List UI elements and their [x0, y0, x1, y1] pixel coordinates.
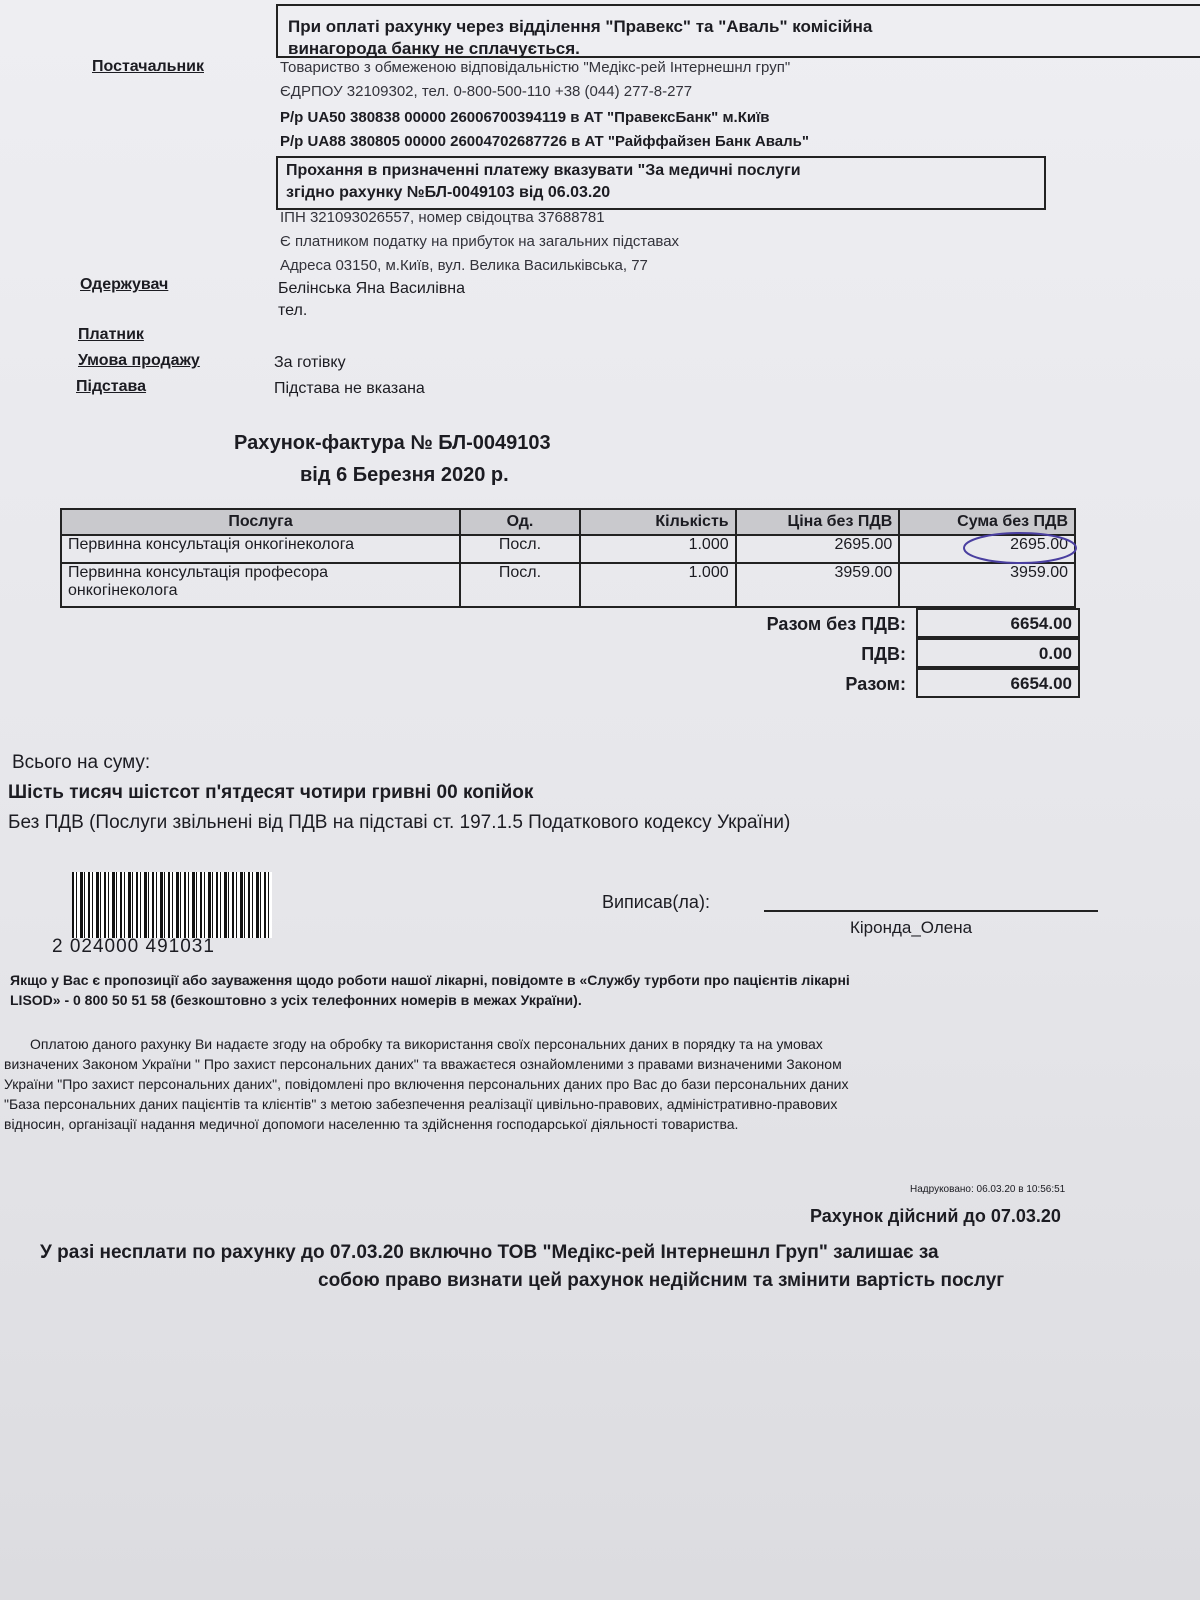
- amount-in-words: Шість тисяч шістсот п'ятдесят чотири гривні 00 копійок: [8, 782, 534, 803]
- cell-service-line-2: онкогінеколога: [68, 582, 178, 599]
- cell-price: 2695.00: [736, 535, 900, 563]
- signature-label: Виписав(ла):: [602, 892, 710, 912]
- total-label: Разом:: [845, 674, 906, 694]
- header-service: Послуга: [61, 509, 460, 535]
- table-header-row: [61, 509, 1075, 535]
- signature-name: Кіронда_Олена: [850, 918, 973, 937]
- services-table: [60, 508, 1076, 608]
- consent-line-5: відносин, організації надання медичної допомоги населенню та здійснення господарської діяльності товариства.: [4, 1116, 739, 1132]
- supplier-account-1: Р/р UA50 380838 00000 26006700394119 в АТ "ПравексБанк" м.Київ: [280, 109, 770, 126]
- payer-label: Платник: [78, 326, 144, 343]
- recipient-label: Одержувач: [80, 276, 169, 293]
- table-row: [61, 535, 1075, 563]
- barcode-number: 2 024000 491031: [52, 936, 215, 957]
- cell-service: Первинна консультація онкогінеколога: [61, 535, 460, 563]
- cell-price: 3959.00: [736, 563, 900, 607]
- consent-line-2: визначених Законом України " Про захист персональних даних" та вважаєтеся ознайомленими з правами визначеними Законом: [4, 1056, 842, 1072]
- vat-label: ПДВ:: [861, 644, 906, 664]
- bank-commission-notice: [276, 4, 1200, 58]
- notice-line-2: винагорода банку не сплачується.: [288, 39, 580, 58]
- invoice-date: від 6 Березня 2020 р.: [300, 464, 509, 486]
- nonpayment-warning-line-1: У разі несплати по рахунку до 07.03.20 включно ТОВ "Медікс-рей Інтернешнл Груп" залишає за: [40, 1242, 939, 1263]
- cell-quantity: 1.000: [580, 563, 736, 607]
- supplier-address: Адреса 03150, м.Київ, вул. Велика Васильківська, 77: [280, 257, 648, 274]
- feedback-line-2: LISOD» - 0 800 50 51 58 (безкоштовно з усіх телефонних номерів в межах України).: [10, 992, 582, 1008]
- supplier-account-2: Р/р UA88 380805 00000 26004702687726 в АТ "Райффайзен Банк Аваль": [280, 133, 809, 150]
- cell-sum: 3959.00: [899, 563, 1075, 607]
- basis-label: Підстава: [76, 378, 147, 395]
- cell-service: [61, 563, 460, 607]
- sale-terms-label: Умова продажу: [78, 352, 200, 369]
- total-value: 6654.00: [916, 668, 1080, 698]
- header-unit: Од.: [460, 509, 580, 535]
- consent-line-3: України "Про захист персональних даних", повідомлені про включення персональних даних про Вас до бази персональних даних: [4, 1076, 849, 1092]
- vat-value: 0.00: [916, 638, 1080, 668]
- basis-value: Підстава не вказана: [274, 380, 425, 397]
- consent-line-1: Оплатою даного рахунку Ви надаєте згоду на обробку та використання своїх персональних даних в порядку та на умовах: [30, 1036, 823, 1052]
- cell-quantity: 1.000: [580, 535, 736, 563]
- printed-timestamp: Надруковано: 06.03.20 в 10:56:51: [910, 1184, 1066, 1195]
- nonpayment-warning-line-2: собою право визнати цей рахунок недійсним та змінити вартість послуг: [318, 1270, 1005, 1291]
- supplier-label: Постачальник: [92, 58, 204, 75]
- sale-terms-value: За готівку: [274, 354, 346, 371]
- subtotal-label: Разом без ПДВ:: [766, 614, 906, 634]
- cell-unit: Посл.: [460, 563, 580, 607]
- header-quantity: Кількість: [580, 509, 736, 535]
- signature-line: [764, 910, 1098, 912]
- supplier-tax-id: ІПН 321093026557, номер свідоцтва 37688781: [280, 209, 605, 226]
- subtotal-value: 6654.00: [916, 608, 1080, 638]
- invoice-title: Рахунок-фактура № БЛ-0049103: [234, 432, 551, 454]
- header-price: Ціна без ПДВ: [736, 509, 900, 535]
- table-row: [61, 563, 1075, 607]
- amount-label: Всього на суму:: [12, 752, 151, 773]
- recipient-tel: тел.: [278, 302, 308, 319]
- notice-line-1: При оплаті рахунку через відділення "Правекс" та "Аваль" комісійна: [288, 17, 873, 36]
- header-sum: Сума без ПДВ: [899, 509, 1075, 535]
- recipient-name: Белінська Яна Василівна: [278, 280, 465, 297]
- payment-purpose-line-1: Прохання в призначенні платежу вказувати "За медичні послуги: [286, 162, 801, 179]
- validity-date: Рахунок дійсний до 07.03.20: [810, 1206, 1061, 1226]
- supplier-name: Товариство з обмеженою відповідальністю "Медікс-рей Інтернешнл груп": [280, 59, 791, 76]
- cell-sum: [899, 535, 1075, 563]
- consent-line-4: "База персональних даних пацієнтів та клієнтів" з метою забезпечення реалізації цивільно-правових, адміністративно-правових: [4, 1096, 838, 1112]
- cell-unit: Посл.: [460, 535, 580, 563]
- barcode-image: [72, 872, 272, 938]
- payment-purpose-line-2: згідно рахунку №БЛ-0049103 від 06.03.20: [286, 184, 611, 201]
- cell-service-line-1: Первинна консультація професора: [68, 564, 329, 581]
- vat-exemption-note: Без ПДВ (Послуги звільнені від ПДВ на підставі ст. 197.1.5 Податкового кодексу України): [8, 812, 791, 833]
- supplier-tax-status: Є платником податку на прибуток на загальних підставах: [280, 233, 680, 250]
- payment-purpose-box: [276, 156, 1046, 210]
- feedback-line-1: Якщо у Вас є пропозиції або зауваження щодо роботи нашої лікарні, повідомте в «Службу турботи про пацієнтів лікарні: [10, 972, 850, 988]
- supplier-edrpou: ЄДРПОУ 32109302, тел. 0-800-500-110 +38 (044) 277-8-277: [280, 83, 693, 100]
- cell-sum-value: 2695.00: [1010, 536, 1068, 553]
